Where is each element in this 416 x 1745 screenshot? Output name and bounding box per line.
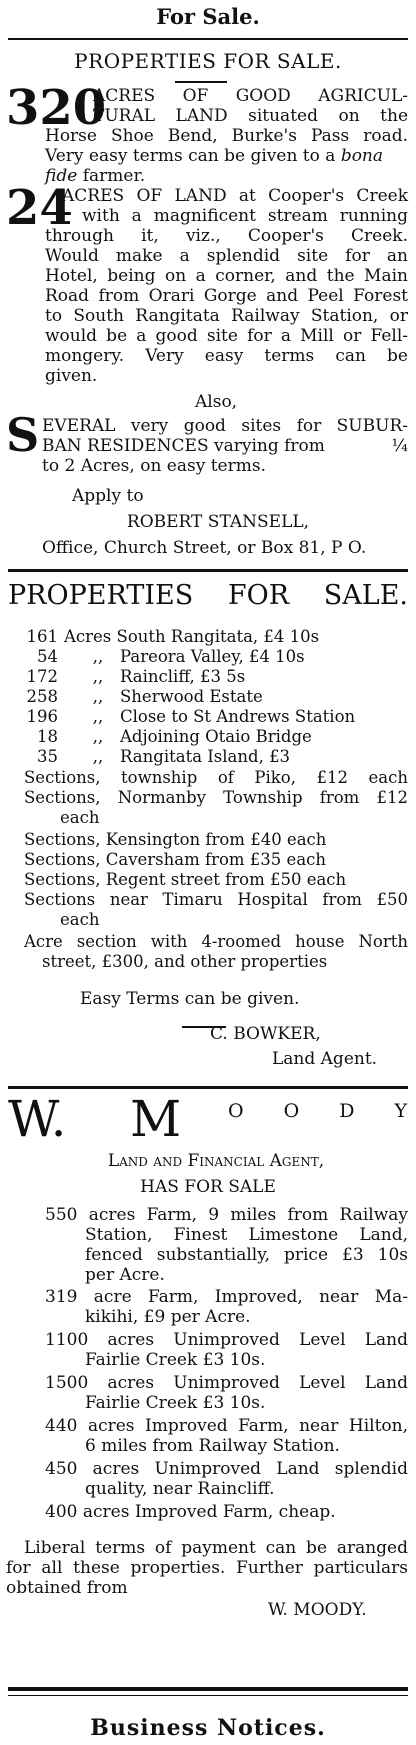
- section-line: Sections, Regent street from £50 each: [24, 870, 347, 889]
- divider: [8, 1687, 408, 1691]
- divider: [8, 1086, 408, 1089]
- ad2-heading: PROPERTIES FOR SALE.: [8, 580, 408, 611]
- ad3-item-line: 1500 acres Unimproved Level Land: [45, 1373, 408, 1393]
- ad1-item2-line: mongery. Very easy terms can be: [45, 346, 408, 366]
- ad1-agent-name: ROBERT STANSELL,: [126, 512, 310, 532]
- divider: [8, 569, 408, 572]
- italic-word: bona: [340, 146, 384, 166]
- ad3-item-line: kikihi, £9 per Acre.: [85, 1307, 251, 1327]
- ad1-item2-line: Road from Orari Gorge and Peel Forest: [45, 286, 408, 306]
- moody-logo-m: M: [130, 1090, 182, 1148]
- ad1-item2-line: Would make a splendid site for an: [45, 246, 408, 266]
- ad3-item-line: Fairlie Creek £3 10s.: [85, 1393, 266, 1413]
- ad1-heading: PROPERTIES FOR SALE.: [74, 49, 342, 73]
- ad1-item2-line: through it, viz., Cooper's Creek.: [45, 226, 408, 246]
- section-line: Sections, Normanby Township from £12: [24, 788, 408, 807]
- ad1-item2-line: with a magnificent stream running: [82, 206, 408, 226]
- ad3-has-for-sale: HAS FOR SALE: [140, 1177, 276, 1197]
- ad3-signature: W. MOODY.: [268, 1600, 367, 1620]
- ad1-item2-line: to South Rangitata Railway Station, or: [45, 306, 408, 326]
- section-title-for-sale: For Sale.: [156, 4, 260, 29]
- ad1-item3-line: EVERAL very good sites for SUBUR-: [42, 416, 408, 436]
- short-rule: [175, 81, 227, 83]
- ad1-item1-line: Horse Shoe Bend, Burke's Pass road.: [45, 126, 408, 146]
- ad3-item-line: 450 acres Unimproved Land splendid: [45, 1459, 408, 1479]
- ad1-item2-line: Hotel, being on a corner, and the Main: [45, 266, 408, 286]
- ad3-item-line: Fairlie Creek £3 10s.: [85, 1350, 266, 1370]
- ad1-address: Office, Church Street, or Box 81, P O.: [42, 538, 367, 558]
- section-title-business-notices: Business Notices.: [90, 1715, 326, 1741]
- ad1-item2-line: given.: [45, 366, 98, 386]
- ad1-item2-line: ACRES OF LAND at Cooper's Creek: [62, 186, 408, 206]
- ad3-liberal-line: for all these properties. Further particulars: [6, 1558, 408, 1578]
- ad1-item1-number: 320: [6, 80, 107, 136]
- moody-logo-rest: O O D Y: [228, 1100, 408, 1122]
- ad1-item2-number: 24: [6, 180, 73, 236]
- ad3-item-line: 319 acre Farm, Improved, near Ma-: [45, 1287, 408, 1307]
- ad3-item-line: 6 miles from Railway Station.: [85, 1436, 340, 1456]
- ad1-item3-line: BAN RESIDENCES varying from ¼: [42, 436, 408, 456]
- section-line: Sections, Caversham from £35 each: [24, 850, 327, 869]
- section-line: Sections, Kensington from £40 each: [24, 830, 327, 849]
- ad2-agent-name: C. BOWKER,: [210, 1024, 321, 1044]
- ad1-item1-line: Very easy terms can be given to a bona: [45, 146, 384, 166]
- ad3-subtitle: Land and Financial Agent,: [107, 1151, 325, 1171]
- section-line: Acre section with 4-roomed house North: [24, 932, 408, 951]
- ad3-item-line: quality, near Raincliff.: [85, 1479, 275, 1499]
- ad1-item2-line: would be a good site for a Mill or Fell-: [45, 326, 408, 346]
- section-line: Sections, township of Piko, £12 each: [24, 768, 408, 787]
- section-line: Sections near Timaru Hospital from £50: [24, 890, 408, 909]
- italic-word: fide: [45, 166, 78, 186]
- ad1-apply: Apply to: [72, 486, 144, 506]
- fraction-quarter: ¼: [391, 436, 408, 456]
- ad1-item1-line: fide farmer.: [45, 166, 146, 186]
- ad3-item-line: per Acre.: [85, 1265, 165, 1285]
- ad1-item1-line: ACRES OF GOOD AGRICUL-: [93, 86, 408, 106]
- ad1-item3-initial: S: [6, 408, 40, 462]
- ad3-item-line: fenced substantially, price £3 10s: [85, 1245, 408, 1265]
- ad3-liberal-line: Liberal terms of payment can be aranged: [24, 1538, 408, 1558]
- ad3-item-line: 440 acres Improved Farm, near Hilton,: [45, 1416, 408, 1436]
- moody-logo-w: W.: [8, 1090, 67, 1148]
- ad2-easy-terms: Easy Terms can be given.: [80, 989, 300, 1009]
- divider: [8, 38, 408, 40]
- ad1-item1-line: TURAL LAND situated on the: [93, 106, 408, 126]
- ad3-item-line: Station, Finest Limestone Land,: [85, 1225, 408, 1245]
- section-line: street, £300, and other properties: [42, 952, 328, 971]
- divider: [8, 1695, 408, 1696]
- section-line: each: [60, 910, 100, 929]
- section-line: each: [60, 808, 100, 827]
- ad1-item3-line: to 2 Acres, on easy terms.: [42, 456, 266, 476]
- ad3-item-line: 400 acres Improved Farm, cheap.: [45, 1502, 336, 1522]
- ad3-item-line: 1100 acres Unimproved Level Land: [45, 1330, 408, 1350]
- ad3-item-line: 550 acres Farm, 9 miles from Railway: [45, 1205, 408, 1225]
- ad2-agent-title: Land Agent.: [272, 1049, 378, 1069]
- ad3-liberal-line: obtained from: [6, 1578, 128, 1598]
- ad1-also: Also,: [195, 392, 238, 412]
